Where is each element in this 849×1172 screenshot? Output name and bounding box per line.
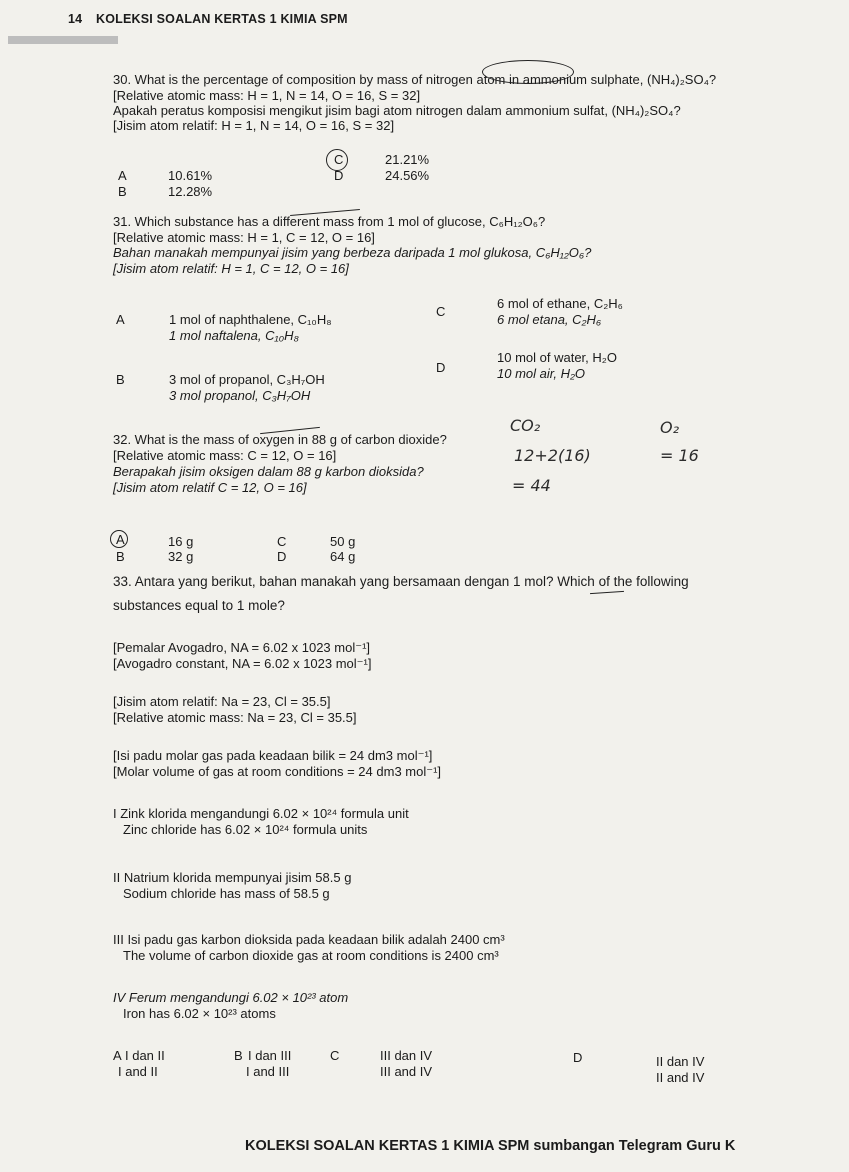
q33-mass-ms: [Jisim atom relatif: Na = 23, Cl = 35.5] bbox=[113, 694, 331, 709]
q31-option-c-ms: 6 mol etana, C₂H₆ bbox=[497, 312, 602, 327]
q31-option-c-en: 6 mol of ethane, C₂H₆ bbox=[497, 296, 623, 311]
page-header-title: KOLEKSI SOALAN KERTAS 1 KIMIA SPM bbox=[96, 12, 348, 26]
q30-option-b-letter: B bbox=[118, 184, 127, 199]
q31-option-a-en: 1 mol of naphthalene, C₁₀H₈ bbox=[169, 312, 332, 327]
q32-handwriting-o2: O₂ bbox=[660, 418, 680, 437]
q31-mass-en: [Relative atomic mass: H = 1, C = 12, O = 16] bbox=[113, 230, 375, 245]
q32-option-a-letter: A bbox=[116, 532, 125, 547]
q33-option-b-en: I and III bbox=[246, 1064, 290, 1079]
q33-intro-ms: 33. Antara yang berikut, bahan manakah yang bersamaan dengan 1 mol? Which of the following bbox=[113, 574, 689, 589]
q31-option-d-ms: 10 mol air, H₂O bbox=[497, 366, 586, 381]
q32-option-d-letter: D bbox=[277, 549, 287, 564]
q33-option-a-ms: I dan II bbox=[125, 1048, 165, 1063]
q32-option-d: 64 g bbox=[330, 549, 356, 564]
q33-molar-ms: [Isi padu molar gas pada keadaan bilik = 24 dm3 mol⁻¹] bbox=[113, 748, 433, 763]
q31-option-a-letter: A bbox=[116, 312, 125, 327]
q33-option-d-ms: II dan IV bbox=[656, 1054, 705, 1069]
q33-option-d-en: II and IV bbox=[656, 1070, 705, 1085]
q32-text-ms: Berapakah jisim oksigen dalam 88 g karbon dioksida? bbox=[113, 464, 424, 479]
q32-mass-en: [Relative atomic mass: C = 12, O = 16] bbox=[113, 448, 337, 463]
q30-option-b: 12.28% bbox=[168, 184, 213, 199]
q31-option-b-letter: B bbox=[116, 372, 125, 387]
q33-molar-en: [Molar volume of gas at room conditions = 24 dm3 mol⁻¹] bbox=[113, 764, 442, 779]
q32-option-a: 16 g bbox=[168, 534, 194, 549]
q33-intro-en: substances equal to 1 mole? bbox=[113, 598, 285, 613]
q33-statement-4-ms: IV Ferum mengandungi 6.02 × 10²³ atom bbox=[113, 990, 349, 1005]
q32-handwriting-o2-value: = 16 bbox=[660, 446, 699, 465]
q30-option-a: 10.61% bbox=[168, 168, 213, 183]
q33-option-d-letter: D bbox=[573, 1050, 583, 1065]
q31-option-b-ms: 3 mol propanol, C₃H₇OH bbox=[169, 388, 311, 403]
q32-mass-ms: [Jisim atom relatif C = 12, O = 16] bbox=[113, 480, 307, 495]
q33-statement-3-en: The volume of carbon dioxide gas at room conditions is 2400 cm³ bbox=[123, 948, 499, 963]
q31-option-a-ms: 1 mol naftalena, C₁₀H₈ bbox=[169, 328, 299, 343]
q33-statement-3-ms: III Isi padu gas karbon dioksida pada keadaan bilik adalah 2400 cm³ bbox=[113, 932, 505, 947]
q33-statement-4-en: Iron has 6.02 × 10²³ atoms bbox=[123, 1006, 276, 1021]
q32-option-b-letter: B bbox=[116, 549, 125, 564]
q32-option-b: 32 g bbox=[168, 549, 194, 564]
q33-statement-1-en: Zinc chloride has 6.02 × 10²⁴ formula units bbox=[123, 822, 368, 837]
q33-option-c-letter: C bbox=[330, 1048, 340, 1063]
q30-option-d: 24.56% bbox=[385, 168, 430, 183]
q33-option-a-en: I and II bbox=[118, 1064, 158, 1079]
header-bar bbox=[8, 36, 118, 44]
q32-circle-mark bbox=[110, 530, 128, 548]
q33-statement-2-en: Sodium chloride has mass of 58.5 g bbox=[123, 886, 330, 901]
q30-text-en: 30. What is the percentage of composition by mass of nitrogen atom in ammonium sulphate, (NH₄)₂SO₄? bbox=[113, 72, 717, 87]
q30-option-d-letter: D bbox=[334, 168, 344, 183]
page-number: 14 bbox=[68, 12, 83, 26]
q30-option-c: 21.21% bbox=[385, 152, 430, 167]
q33-underline-mark bbox=[590, 591, 624, 594]
q33-option-c-en: III and IV bbox=[380, 1064, 433, 1079]
q31-option-d-en: 10 mol of water, H₂O bbox=[497, 350, 617, 365]
q30-annotation-oval bbox=[482, 60, 574, 84]
q31-option-c-letter: C bbox=[436, 304, 446, 319]
page-footer: KOLEKSI SOALAN KERTAS 1 KIMIA SPM sumbangan Telegram Guru K bbox=[245, 1138, 736, 1154]
q31-text-en: 31. Which substance has a different mass from 1 mol of glucose, C₆H₁₂O₆? bbox=[113, 214, 546, 229]
q32-option-c-letter: C bbox=[277, 534, 287, 549]
q33-avogadro-en: [Avogadro constant, NA = 6.02 x 1023 mol⁻¹] bbox=[113, 656, 372, 671]
q32-handwriting-co2: CO₂ bbox=[510, 416, 541, 435]
q33-option-b-letter: B bbox=[234, 1048, 243, 1063]
q31-option-b-en: 3 mol of propanol, C₃H₇OH bbox=[169, 372, 325, 387]
q33-avogadro-ms: [Pemalar Avogadro, NA = 6.02 x 1023 mol⁻¹] bbox=[113, 640, 371, 655]
q30-option-a-letter: A bbox=[118, 168, 127, 183]
q33-mass-en: [Relative atomic mass: Na = 23, Cl = 35.5] bbox=[113, 710, 357, 725]
q32-text-en: 32. What is the mass of oxygen in 88 g of carbon dioxide? bbox=[113, 432, 447, 447]
q32-option-c: 50 g bbox=[330, 534, 356, 549]
q30-option-c-letter: C bbox=[334, 152, 344, 167]
q31-option-d-letter: D bbox=[436, 360, 446, 375]
q32-handwriting-sum: 12+2(16) bbox=[514, 446, 591, 465]
q33-option-a-letter: A bbox=[113, 1048, 122, 1063]
q33-statement-1-ms: I Zink klorida mengandungi 6.02 × 10²⁴ formula unit bbox=[113, 806, 409, 821]
q33-option-b-ms: I dan III bbox=[248, 1048, 292, 1063]
q31-text-ms: Bahan manakah mempunyai jisim yang berbeza daripada 1 mol glukosa, C₆H₁₂O₆? bbox=[113, 245, 592, 260]
q30-mass-ms: [Jisim atom relatif: H = 1, N = 14, O = 16, S = 32] bbox=[113, 118, 395, 133]
q31-mass-ms: [Jisim atom relatif: H = 1, C = 12, O = 16] bbox=[113, 261, 349, 276]
q32-handwriting-result: = 44 bbox=[512, 476, 551, 495]
q33-option-c-ms: III dan IV bbox=[380, 1048, 433, 1063]
q30-mass-en: [Relative atomic mass: H = 1, N = 14, O = 16, S = 32] bbox=[113, 88, 421, 103]
q30-text-ms: Apakah peratus komposisi mengikut jisim bagi atom nitrogen dalam ammonium sulfat, (NH₄)₂SO₄? bbox=[113, 103, 681, 118]
q33-statement-2-ms: II Natrium klorida mempunyai jisim 58.5 g bbox=[113, 870, 352, 885]
